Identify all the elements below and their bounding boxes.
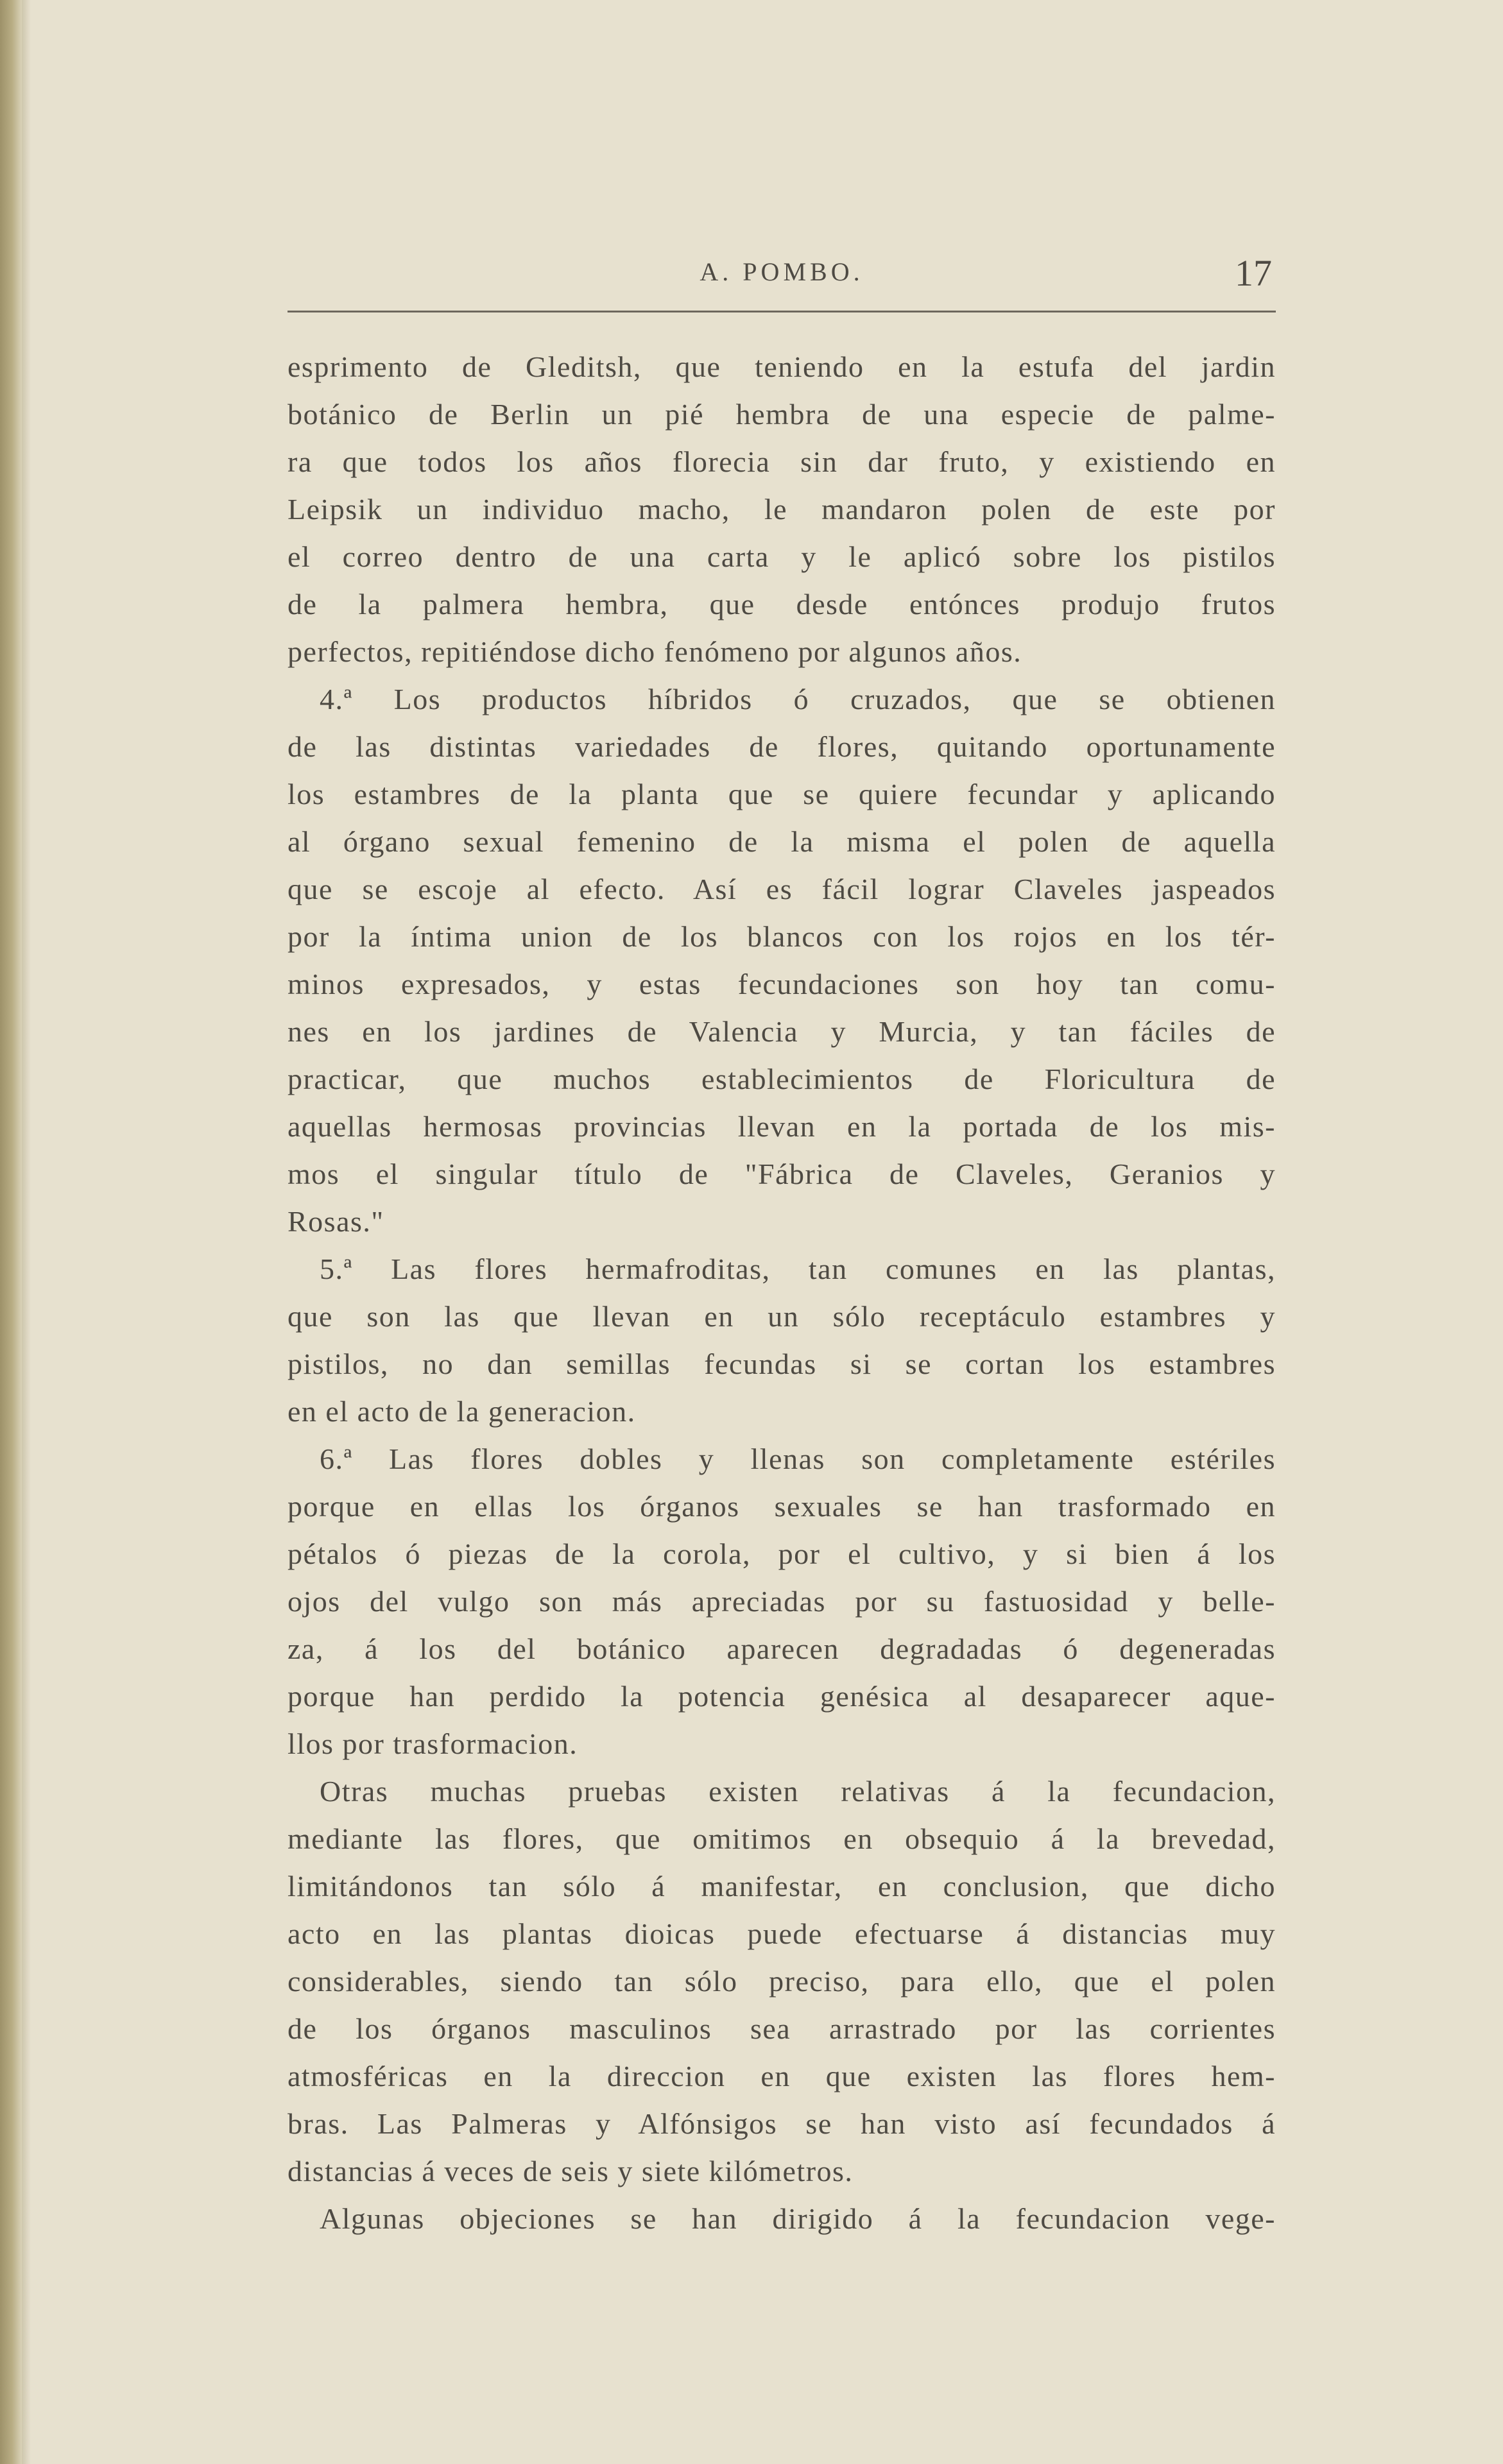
- text-line: za, á los del botánico aparecen degradadas ó degeneradas: [288, 1632, 1276, 1665]
- book-binding-edge: [0, 0, 22, 2464]
- text-line: minos expresados, y estas fecundaciones son hoy tan comu-: [288, 968, 1276, 1000]
- text-line: el correo dentro de una carta y le aplicó sobre los pistilos: [288, 540, 1276, 573]
- text-line: esprimento de Gleditsh, que teniendo en la estufa del jardin: [288, 350, 1276, 383]
- text-line: pétalos ó piezas de la corola, por el cultivo, y si bien á los: [288, 1537, 1276, 1570]
- text-line: Otras muchas pruebas existen relativas á la fecundacion,: [320, 1775, 1276, 1808]
- text-line: de los órganos masculinos sea arrastrado por las corrientes: [288, 2012, 1276, 2045]
- text-line: perfectos, repitiéndose dicho fenómeno por algunos años.: [288, 635, 1022, 668]
- text-line: practicar, que muchos establecimientos de Floricultura de: [288, 1063, 1276, 1095]
- text-line: aquellas hermosas provincias llevan en la portada de los mis-: [288, 1110, 1276, 1143]
- text-line: llos por trasformacion.: [288, 1727, 578, 1760]
- text-line: bras. Las Palmeras y Alfónsigos se han visto así fecundados á: [288, 2107, 1276, 2140]
- text-line: que son las que llevan en un sólo receptáculo estambres y: [288, 1300, 1276, 1333]
- page-number: 17: [1235, 252, 1272, 294]
- text-line: Rosas.": [288, 1205, 384, 1238]
- text-line: que se escoje al efecto. Así es fácil lograr Claveles jaspeados: [288, 873, 1276, 905]
- text-line: botánico de Berlin un pié hembra de una especie de palme-: [288, 398, 1276, 431]
- running-head-author: A. POMBO.: [700, 257, 864, 286]
- text-line: Leipsik un individuo macho, le mandaron polen de este por: [288, 493, 1276, 526]
- text-line: de la palmera hembra, que desde entónces produjo frutos: [288, 588, 1276, 620]
- text-line: ra que todos los años florecia sin dar fruto, y existiendo en: [288, 445, 1276, 478]
- running-head: [288, 252, 1276, 302]
- text-line: de las distintas variedades de flores, quitando oportunamente: [288, 730, 1276, 763]
- text-line: por la íntima union de los blancos con los rojos en los tér-: [288, 920, 1276, 953]
- text-line: distancias á veces de seis y siete kilómetros.: [288, 2155, 854, 2187]
- text-line: atmosféricas en la direccion en que existen las flores hem-: [288, 2060, 1276, 2092]
- text-line: porque han perdido la potencia genésica al desaparecer aque-: [288, 1680, 1276, 1713]
- binding-shadow: [22, 0, 31, 2464]
- text-line: nes en los jardines de Valencia y Murcia, y tan fáciles de: [288, 1015, 1276, 1048]
- text-line: 4.ª Los productos híbridos ó cruzados, que se obtienen: [320, 683, 1276, 715]
- text-line: porque en ellas los órganos sexuales se han trasformado en: [288, 1490, 1276, 1523]
- text-line: considerables, siendo tan sólo preciso, para ello, que el polen: [288, 1965, 1276, 1998]
- text-line: al órgano sexual femenino de la misma el polen de aquella: [288, 825, 1276, 858]
- text-line: mos el singular título de "Fábrica de Claveles, Geranios y: [288, 1158, 1276, 1190]
- text-line: 5.ª Las flores hermafroditas, tan comunes en las plantas,: [320, 1253, 1276, 1285]
- text-line: ojos del vulgo son más apreciadas por su fastuosidad y belle-: [288, 1585, 1276, 1618]
- text-line: mediante las flores, que omitimos en obsequio á la brevedad,: [288, 1822, 1276, 1855]
- body-text: [288, 343, 1276, 2243]
- text-line: los estambres de la planta que se quiere fecundar y aplicando: [288, 778, 1276, 810]
- text-line: en el acto de la generacion.: [288, 1395, 636, 1428]
- text-line: limitándonos tan sólo á manifestar, en conclusion, que dicho: [288, 1870, 1276, 1903]
- header-rule: [288, 311, 1276, 312]
- book-page: [288, 0, 1276, 2464]
- text-line: Algunas objeciones se han dirigido á la fecundacion vege-: [320, 2202, 1276, 2235]
- text-line: acto en las plantas dioicas puede efectuarse á distancias muy: [288, 1917, 1276, 1950]
- text-line: pistilos, no dan semillas fecundas si se cortan los estambres: [288, 1348, 1276, 1380]
- text-line: 6.ª Las flores dobles y llenas son completamente estériles: [320, 1442, 1276, 1475]
